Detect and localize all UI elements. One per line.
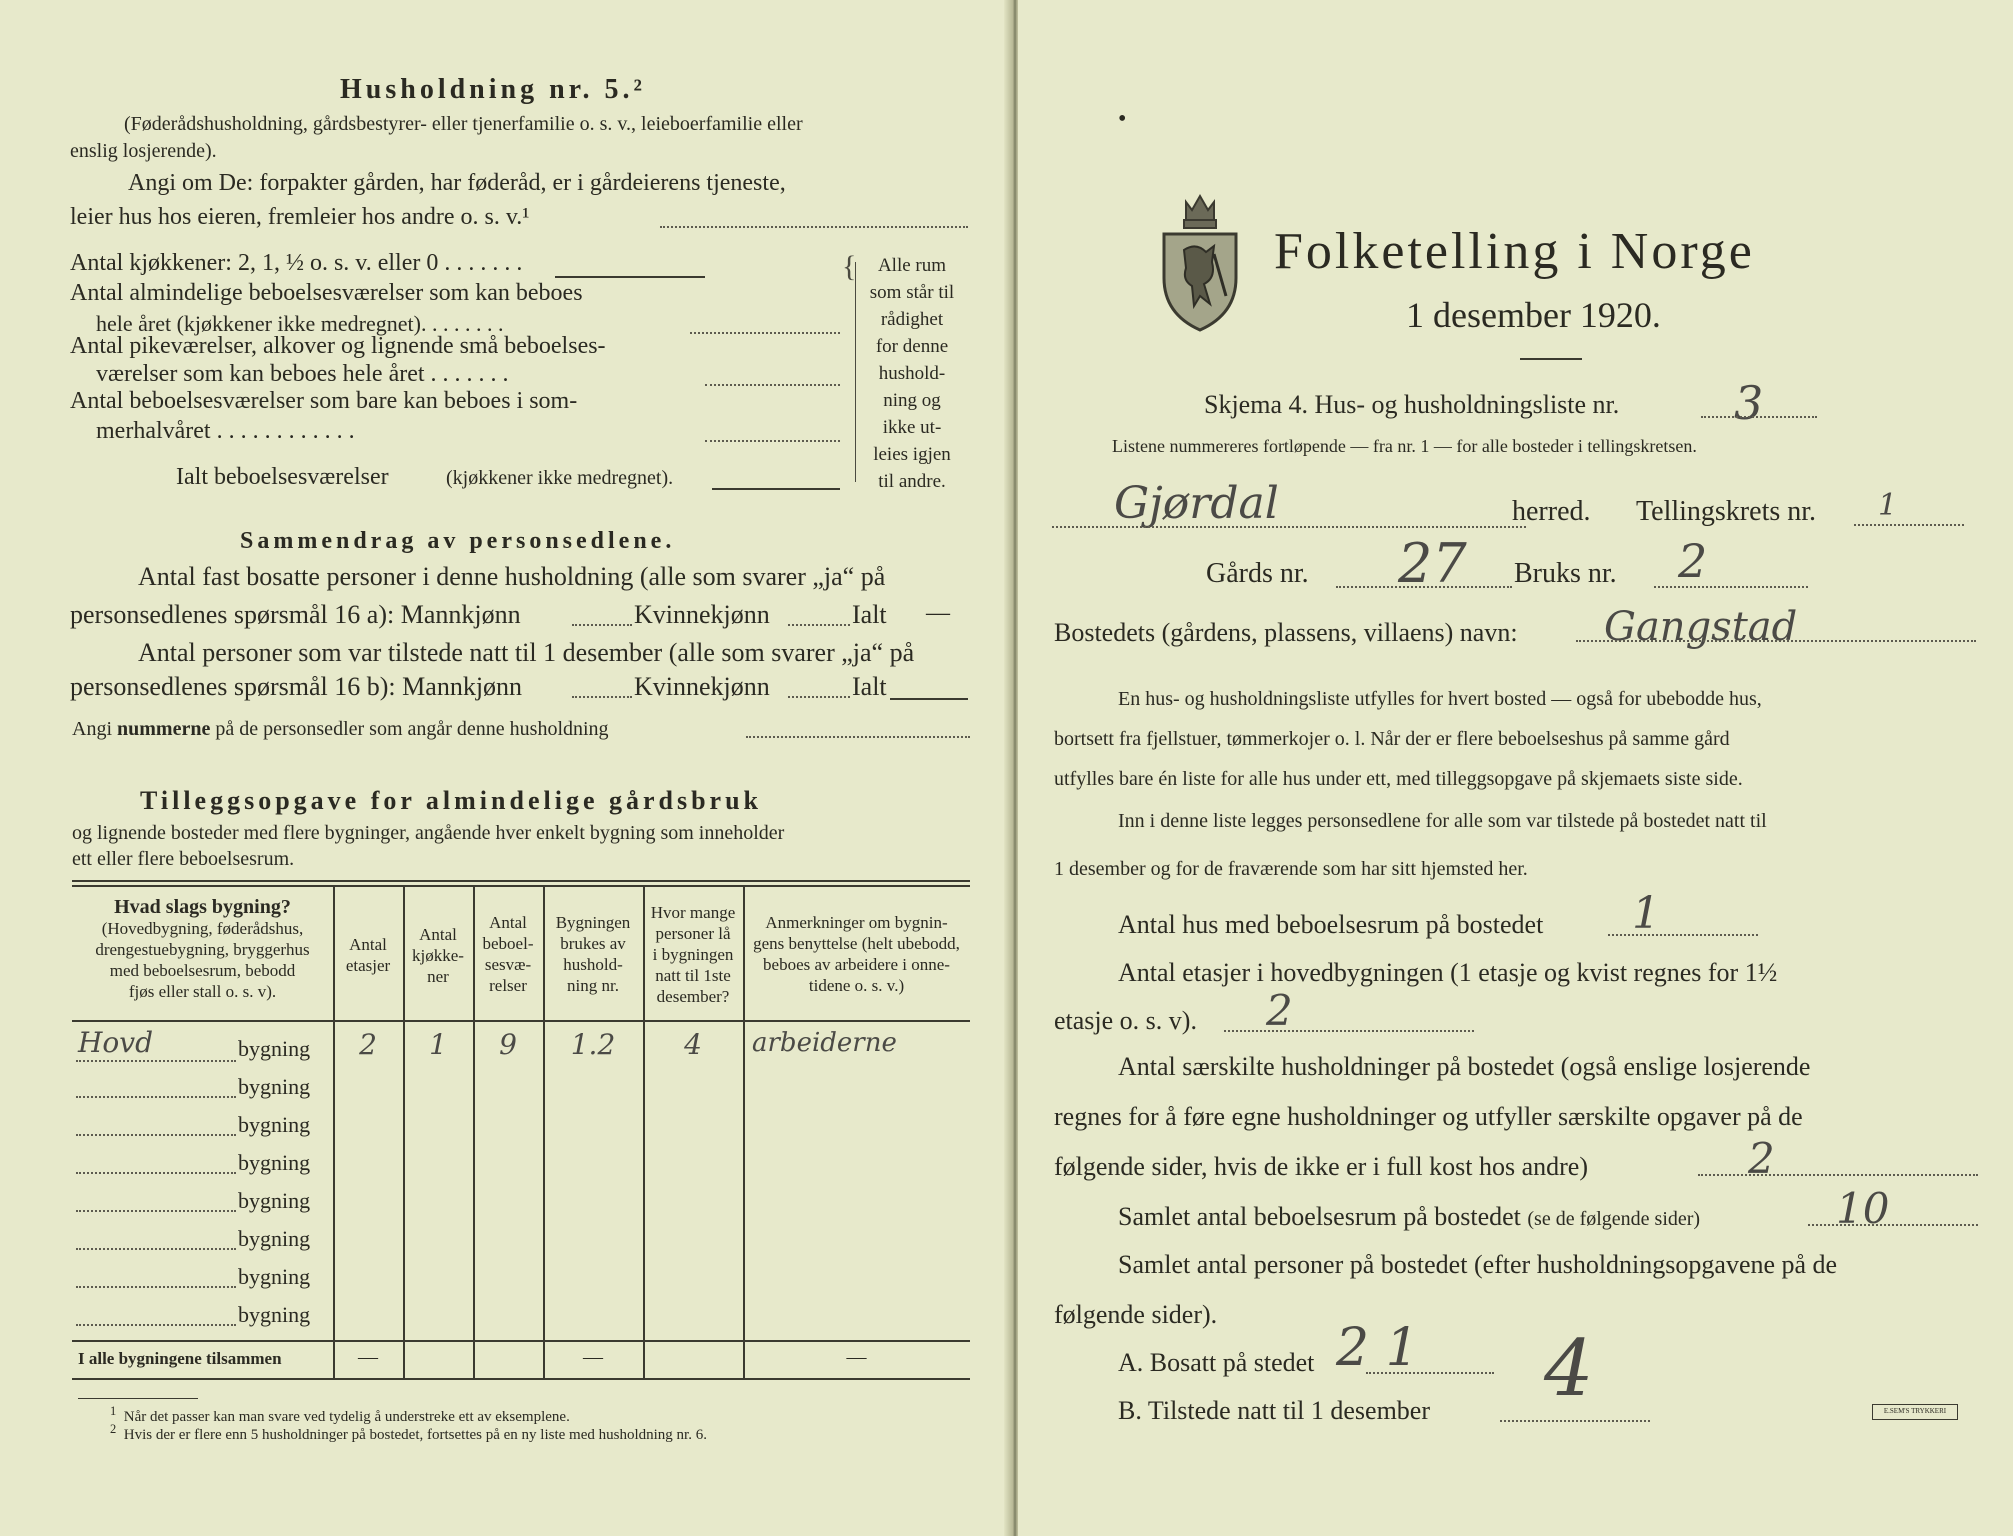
houses-value: 1 <box>1632 888 1660 939</box>
total-rooms-label: Samlet antal beboelsesrum på bostedet (se de følgende sider) <box>1118 1202 1701 1231</box>
instruction-line-4: Inn i denne liste legges personsedlene for alle som var tilstede på bostedet natt til <box>1118 810 1767 832</box>
household-subtitle-cont: enslig losjerende). <box>70 140 217 162</box>
herred-value: Gjørdal <box>1114 478 1279 529</box>
present-total-label: Ialt <box>852 672 887 701</box>
resident-persons-line-1: Antal fast bosatte personer i denne husholdning (alle som svarer „ja“ på <box>138 562 886 591</box>
households-line <box>1698 1174 1978 1176</box>
row-building-name: Hovd <box>78 1026 154 1059</box>
total-rooms-label: Ialt beboelsesværelser <box>176 464 389 490</box>
instruction-line-1: En hus- og husholdningsliste utfylles for hvert bosted — også for ubebodde hus, <box>1118 688 1762 710</box>
present-male-line <box>572 696 632 698</box>
census-date: 1 desember 1920. <box>1406 295 1661 335</box>
totals-remarks-dash: — <box>846 1346 867 1368</box>
row-building-suffix: bygning <box>238 1226 311 1251</box>
footnote-2: $^2$ Hvis der er flere enn 5 husholdninger på bostedet, fortsettes på en ny liste med husholdning nr. 6. <box>110 1422 707 1443</box>
present-female-line <box>788 696 850 698</box>
row-rooms: 9 <box>499 1028 517 1061</box>
gards-value: 27 <box>1398 532 1467 595</box>
instruction-line-3: utfylles bare én liste for alle hus under ett, med tilleggsopgave på skjemaets siste side. <box>1054 768 1743 790</box>
census-title: Folketelling i Norge <box>1274 223 1755 280</box>
col-header-building-type: Hvad slags bygning? (Hovedbygning, føderådshus, drengestuebygning, bryggerhus med beboelsesrum, bebodd fjøs eller stall o. s. v). <box>95 896 310 1001</box>
households-label: Antal særskilte husholdninger på bostedet (også enslige losjerende <box>1118 1052 1811 1081</box>
supplement-intro-cont: ett eller flere beboelsesrum. <box>72 848 295 870</box>
supplement-intro: og lignende bosteder med flere bygninger, angående hver enkelt bygning som inneholder <box>72 822 785 844</box>
row-remarks: arbeiderne <box>752 1028 897 1058</box>
totals-household-dash: — <box>583 1346 603 1368</box>
row-building-suffix: bygning <box>238 1112 311 1137</box>
ordinary-rooms-label-cont: hele året (kjøkkener ikke medregnet). . . . . . . . <box>96 311 504 336</box>
row-building-suffix: bygning <box>238 1188 311 1213</box>
resident-total-value: — <box>926 600 950 626</box>
supplement-heading: Tilleggsopgave for almindelige gårdsbruk <box>140 786 763 815</box>
instruction-line-5: 1 desember og for de fraværende som har sitt hjemsted her. <box>1054 858 1528 880</box>
total-rooms-note: (kjøkkener ikke medregnet). <box>446 467 674 489</box>
total-persons-label: Samlet antal personer på bostedet (efter husholdningsopgavene på de <box>1118 1250 1838 1279</box>
col-header-remarks: Anmerkninger om bygnin- gens benyttelse (helt ubebodd, beboes av arbeidere i onne- tidene o. s. v.) <box>753 913 960 995</box>
resident-total-label: Ialt <box>852 600 887 629</box>
herred-line <box>1052 526 1526 528</box>
row-kitchens: 1 <box>429 1028 447 1061</box>
row-building-suffix: bygning <box>238 1074 311 1099</box>
bruks-value: 2 <box>1678 534 1708 588</box>
footnote-divider <box>78 1398 198 1399</box>
angi-answer-line <box>660 226 968 228</box>
ordinary-rooms-answer-line <box>690 332 840 334</box>
number-instruction: Angi nummerne på de personsedler som angår denne husholdning <box>72 718 609 740</box>
angi-line-2: leier hus hos eieren, fremleier hos andre o. s. v.¹ <box>70 204 530 230</box>
row-floors: 2 <box>359 1028 377 1061</box>
floors-line <box>1224 1030 1474 1032</box>
resident-female-line <box>788 624 850 626</box>
present-line <box>1500 1420 1650 1422</box>
col-header-rooms: Antal beboel- sesvæ- relser <box>482 913 534 995</box>
summer-rooms-label: Antal beboelsesværelser som bare kan beboes i som- <box>70 388 578 414</box>
kitchens-label: Antal kjøkkener: 2, 1, ½ o. s. v. eller 0 . . . . . . . <box>70 250 523 276</box>
tellingskrets-line <box>1854 524 1964 526</box>
herred-label: herred. <box>1512 496 1591 527</box>
houses-label: Antal hus med beboelsesrum på bostedet <box>1118 910 1544 939</box>
small-rooms-label: Antal pikeværelser, alkover og lignende små beboelses- <box>70 333 606 359</box>
list-numbering-note: Listene nummereres fortløpende — fra nr. 1 — for alle bosteder i tellingskretsen. <box>1112 436 1697 456</box>
houses-line <box>1608 934 1758 936</box>
resident-label: A. Bosatt på stedet <box>1118 1348 1315 1377</box>
households-value: 2 <box>1748 1134 1775 1183</box>
row-building-suffix: bygning <box>238 1036 311 1061</box>
instruction-line-2: bortsett fra fjellstuer, tømmerkojer o. l. Når der er flere beboelseshus på samme gård <box>1054 728 1730 750</box>
resident-female-label: Kvinnekjønn <box>634 600 770 629</box>
totals-floors-dash: — <box>358 1346 378 1368</box>
angi-line-1: Angi om De: forpakter gården, har føderåd, er i gårdeierens tjeneste, <box>128 170 786 196</box>
resident-persons-line-2: personsedlenes spørsmål 16 a): Mannkjønn <box>70 600 521 629</box>
total-rooms-value: 10 <box>1836 1184 1890 1233</box>
brace-line <box>855 262 856 482</box>
row-building-suffix: bygning <box>238 1302 311 1327</box>
footnote-1: $^1$ Når det passer kan man svare ved tydelig å understreke ett av eksemplene. <box>110 1404 570 1425</box>
title-divider <box>1520 358 1582 360</box>
present-female-label: Kvinnekjønn <box>634 672 770 701</box>
total-rooms-line <box>1808 1224 1978 1226</box>
row-persons: 4 <box>684 1028 702 1061</box>
summer-rooms-answer-line <box>705 440 840 442</box>
list-number-line <box>1701 416 1817 418</box>
gards-label: Gårds nr. <box>1206 558 1309 589</box>
totals-label: I alle bygningene tilsammen <box>78 1349 282 1368</box>
ink-dot: • <box>1118 106 1127 132</box>
bosted-line <box>1576 640 1976 642</box>
tellingskrets-label: Tellingskrets nr. <box>1636 496 1817 527</box>
schema-label: Skjema 4. Hus- og husholdningsliste nr. <box>1204 390 1620 419</box>
household-subtitle: (Føderådshusholdning, gårdsbestyrer- eller tjenerfamilie o. s. v., leieboerfamilie eller <box>124 113 803 135</box>
households-label-cont: regnes for å føre egne husholdninger og utfyller særskilte opgaver på de <box>1054 1102 1803 1131</box>
coat-of-arms-icon <box>1156 184 1244 332</box>
floors-value: 2 <box>1266 986 1293 1035</box>
list-number-value: 3 <box>1734 376 1764 430</box>
total-persons-label-cont: følgende sider). <box>1054 1300 1218 1329</box>
summary-heading: Sammendrag av personsedlene. <box>240 528 676 554</box>
col-header-floors: Antal etasjer <box>345 935 391 975</box>
brace-glyph: { <box>842 250 857 283</box>
row-household-no: 1.2 <box>570 1028 616 1061</box>
tellingskrets-value: 1 <box>1878 488 1898 523</box>
resident-value: 2 1 <box>1336 1318 1419 1378</box>
col-header-kitchens: Antal kjøkke- ner <box>412 925 464 986</box>
row-building-suffix: bygning <box>238 1150 311 1175</box>
small-rooms-answer-line <box>705 384 840 386</box>
household-title: Husholdning nr. 5.² <box>340 74 646 105</box>
col-header-persons: Hvor mange personer lå i bygningen natt til 1ste desember? <box>650 903 736 1006</box>
bosted-label: Bostedets (gårdens, plassens, villaens) navn: <box>1054 618 1518 647</box>
present-persons-line-2: personsedlenes spørsmål 16 b): Mannkjønn <box>70 672 523 701</box>
present-total-line <box>890 698 968 700</box>
right-page <box>1018 0 2013 1536</box>
ordinary-rooms-label: Antal almindelige beboelsesværelser som kan beboes <box>70 280 583 306</box>
kitchens-answer-line <box>555 276 705 278</box>
resident-line <box>1366 1372 1494 1374</box>
brace-note: Alle rum som står til rådighet for denne hushold- ning og ikke ut- leies igjen til andre. <box>869 255 955 492</box>
present-label: B. Tilstede natt til 1 desember <box>1118 1396 1430 1425</box>
row-building-suffix: bygning <box>238 1264 311 1289</box>
gards-line <box>1336 586 1512 588</box>
resident-male-line <box>572 624 632 626</box>
number-answer-line <box>746 736 970 738</box>
bruks-label: Bruks nr. <box>1514 558 1617 589</box>
printer-mark: E.SEM'S TRYKKERI <box>1872 1404 1958 1420</box>
present-value: 4 <box>1544 1324 1594 1414</box>
small-rooms-label-cont: værelser som kan beboes hele året . . . . . . . <box>96 361 509 387</box>
bosted-value: Gangstad <box>1604 604 1798 650</box>
bruks-line <box>1654 586 1808 588</box>
present-persons-line-1: Antal personer som var tilstede natt til 1 desember (alle som svarer „ja“ på <box>138 638 915 667</box>
floors-label-cont: etasje o. s. v). <box>1054 1006 1197 1035</box>
summer-rooms-label-cont: merhalvåret . . . . . . . . . . . . <box>96 418 355 444</box>
total-rooms-answer-line <box>712 488 840 490</box>
floors-label: Antal etasjer i hovedbygningen (1 etasje og kvist regnes for 1½ <box>1118 958 1778 987</box>
col-header-household-no: Bygningen brukes av hushold- ning nr. <box>555 913 631 995</box>
households-label-cont-2: følgende sider, hvis de ikke er i full kost hos andre) <box>1054 1152 1588 1181</box>
